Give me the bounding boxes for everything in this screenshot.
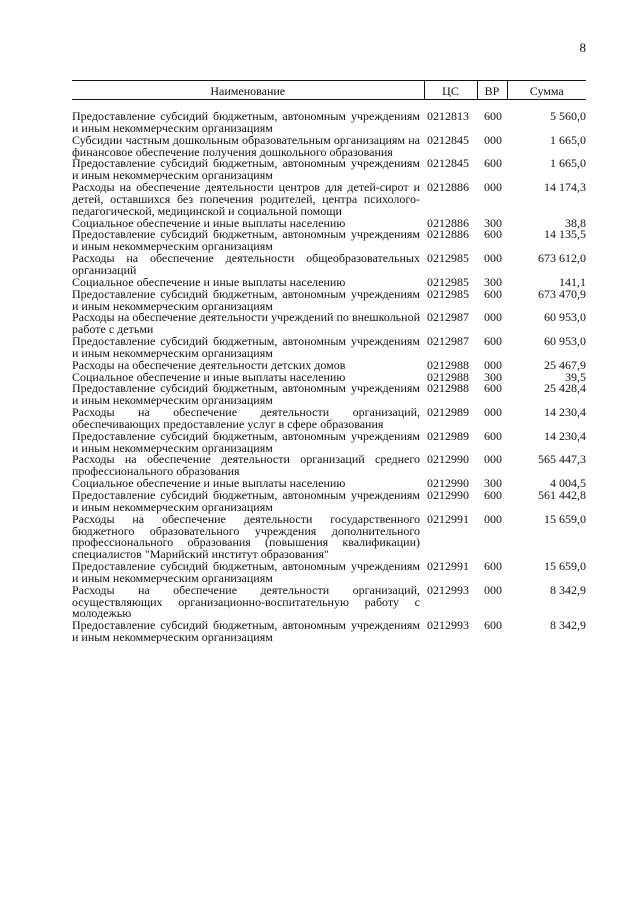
- row-vr: 000: [484, 511, 502, 526]
- header-vr: ВР: [477, 81, 507, 100]
- row-name: Субсидии частным дошкольным образовательным организациям на финансовое обеспечение получения дошкольного образования: [72, 132, 420, 159]
- row-name: Предоставление субсидий бюджетным, автономным учреждениям и иным некоммерческим организациям: [72, 488, 420, 514]
- table-row: [72, 383, 586, 407]
- row-cs: 0212993: [427, 582, 469, 597]
- row-vr: 300: [484, 369, 502, 384]
- row-cs: 0212845: [427, 132, 469, 147]
- row-name: Предоставление субсидий бюджетным, автономным учреждениям и иным некоммерческим организациям: [72, 156, 420, 183]
- row-sum: 1 665,0: [550, 132, 586, 147]
- row-vr: 600: [484, 334, 502, 349]
- table-row: [72, 253, 586, 277]
- row-cs: 0212987: [427, 310, 469, 325]
- row-vr: 600: [484, 286, 502, 301]
- budget-table: [72, 80, 586, 644]
- row-cs: 0212988: [427, 357, 469, 372]
- row-cs: 0212985: [427, 286, 469, 301]
- table-row: [72, 182, 586, 218]
- row-name: Предоставление субсидий бюджетным, автономным учреждениям и иным некоммерческим организациям: [72, 559, 420, 585]
- row-sum: 25 467,9: [544, 357, 586, 372]
- row-sum: 14 174,3: [544, 180, 586, 195]
- row-cs: 0212985: [427, 274, 469, 289]
- table-row: [72, 514, 586, 561]
- row-cs: 0212988: [427, 369, 469, 384]
- row-sum: 1 665,0: [550, 156, 586, 171]
- row-sum: 4 004,5: [550, 476, 586, 491]
- row-cs: 0212813: [427, 109, 469, 123]
- row-cs: 0212988: [427, 381, 469, 396]
- row-cs: 0212990: [427, 476, 469, 491]
- row-cs: 0212990: [427, 452, 469, 467]
- table-row: [72, 454, 586, 478]
- table-row: [72, 407, 586, 431]
- row-vr: 600: [484, 428, 502, 443]
- row-name: Предоставление субсидий бюджетным, автономным учреждениям и иным некоммерческим организациям: [72, 381, 420, 408]
- header-cs: ЦС: [424, 81, 477, 100]
- row-sum: 15 659,0: [544, 559, 586, 574]
- row-cs: 0212987: [427, 334, 469, 349]
- row-name: Расходы на обеспечение деятельности учреждений по внешкольной работе с детьми: [72, 310, 420, 337]
- row-name: Социальное обеспечение и иные выплаты населению: [72, 369, 346, 384]
- row-vr: 600: [484, 109, 502, 123]
- row-vr: 000: [484, 452, 502, 467]
- row-vr: 000: [484, 132, 502, 147]
- row-sum: 15 659,0: [544, 511, 586, 526]
- row-cs: 0212991: [427, 559, 469, 574]
- row-sum: 8 342,9: [550, 582, 586, 597]
- row-sum: 38,8: [565, 215, 586, 230]
- row-cs: 0212993: [427, 618, 469, 633]
- row-name: Расходы на обеспечение деятельности организаций, обеспечивающих предоставление услуг в сфере образования: [72, 405, 420, 431]
- row-name: Социальное обеспечение и иные выплаты населению: [72, 274, 346, 289]
- row-sum: 8 342,9: [550, 618, 586, 633]
- row-name: Предоставление субсидий бюджетным, автономным учреждениям и иным некоммерческим организациям: [72, 227, 420, 254]
- table-row: [72, 585, 586, 621]
- row-vr: 000: [484, 251, 502, 266]
- table-row: [72, 229, 586, 253]
- row-vr: 600: [484, 559, 502, 574]
- row-sum: 673 612,0: [538, 251, 586, 266]
- row-sum: 565 447,3: [538, 452, 586, 467]
- row-cs: 0212990: [427, 488, 469, 502]
- row-cs: 0212991: [427, 511, 469, 526]
- header-sum: Сумма: [507, 81, 586, 100]
- row-cs: 0212886: [427, 227, 469, 242]
- row-sum: 14 230,4: [544, 405, 586, 420]
- row-vr: 300: [484, 476, 502, 491]
- table-row: [72, 490, 586, 514]
- row-sum: 14 230,4: [544, 428, 586, 443]
- row-vr: 000: [484, 310, 502, 325]
- row-name: Предоставление субсидий бюджетным, автономным учреждениям и иным некоммерческим организациям: [72, 334, 420, 360]
- row-vr: 600: [484, 227, 502, 242]
- row-sum: 561 442,8: [538, 488, 586, 502]
- row-sum: 673 470,9: [538, 286, 586, 301]
- row-vr: 600: [484, 156, 502, 171]
- row-cs: 0212886: [427, 215, 469, 230]
- table-row: [72, 312, 586, 336]
- row-vr: 000: [484, 405, 502, 420]
- row-sum: 141,1: [559, 274, 586, 289]
- row-name: Расходы на обеспечение деятельности организаций среднего профессионального образования: [72, 452, 420, 479]
- table-row: [72, 431, 586, 455]
- row-cs: 0212989: [427, 405, 469, 420]
- row-vr: 600: [484, 381, 502, 396]
- row-cs: 0212985: [427, 251, 469, 266]
- row-sum: 5 560,0: [550, 109, 586, 123]
- row-name: Предоставление субсидий бюджетным, автономным учреждениям и иным некоммерческим организациям: [72, 428, 420, 455]
- row-vr: 300: [484, 215, 502, 230]
- row-vr: 000: [484, 357, 502, 372]
- table-row: [72, 561, 586, 585]
- table-row: [72, 620, 586, 644]
- row-sum: 25 428,4: [544, 381, 586, 396]
- row-vr: 600: [484, 618, 502, 633]
- row-name: Предоставление субсидий бюджетным, автономным учреждениям и иным некоммерческим организациям: [72, 286, 420, 313]
- row-name: Социальное обеспечение и иные выплаты населению: [72, 215, 346, 230]
- table-row: [72, 158, 586, 182]
- row-name: Расходы на обеспечение деятельности организаций, осуществляющих организационно-воспитательную работу с молодежью: [72, 582, 420, 621]
- row-sum: 60 953,0: [544, 310, 586, 325]
- table-row: [72, 336, 586, 360]
- table-body: [72, 100, 586, 644]
- row-sum: 60 953,0: [544, 334, 586, 349]
- table-row: [72, 289, 586, 313]
- table-header: [72, 81, 586, 100]
- page-number: 8: [579, 40, 586, 55]
- row-vr: 000: [484, 582, 502, 597]
- row-vr: 300: [484, 274, 502, 289]
- row-cs: 0212989: [427, 428, 469, 443]
- row-cs: 0212845: [427, 156, 469, 171]
- row-sum: 14 135,5: [544, 227, 586, 242]
- table-row: [72, 100, 586, 135]
- row-sum: 39,5: [565, 369, 586, 384]
- row-name: Расходы на обеспечение деятельности центров для детей-сирот и детей, оставшихся без попечения родителей, центра психолого-педагогической, медицинской и социальной помощи: [72, 180, 420, 218]
- row-name: Социальное обеспечение и иные выплаты населению: [72, 476, 346, 491]
- row-name: Предоставление субсидий бюджетным, автономным учреждениям и иным некоммерческим организациям: [72, 109, 420, 135]
- row-name: Расходы на обеспечение деятельности детских домов: [72, 357, 346, 372]
- row-name: Предоставление субсидий бюджетным, автономным учреждениям и иным некоммерческим организациям: [72, 618, 420, 645]
- row-name: Расходы на обеспечение деятельности государственного бюджетного образовательного учреждения дополнительного профессионального образования (повышения квалификации) специалистов "Марийский институт образования": [72, 511, 420, 562]
- row-cs: 0212886: [427, 180, 469, 195]
- row-name: Расходы на обеспечение деятельности общеобразовательных организаций: [72, 251, 420, 277]
- row-vr: 600: [484, 488, 502, 502]
- header-name: Наименование: [72, 81, 424, 100]
- row-vr: 000: [484, 180, 502, 195]
- table-row: [72, 135, 586, 159]
